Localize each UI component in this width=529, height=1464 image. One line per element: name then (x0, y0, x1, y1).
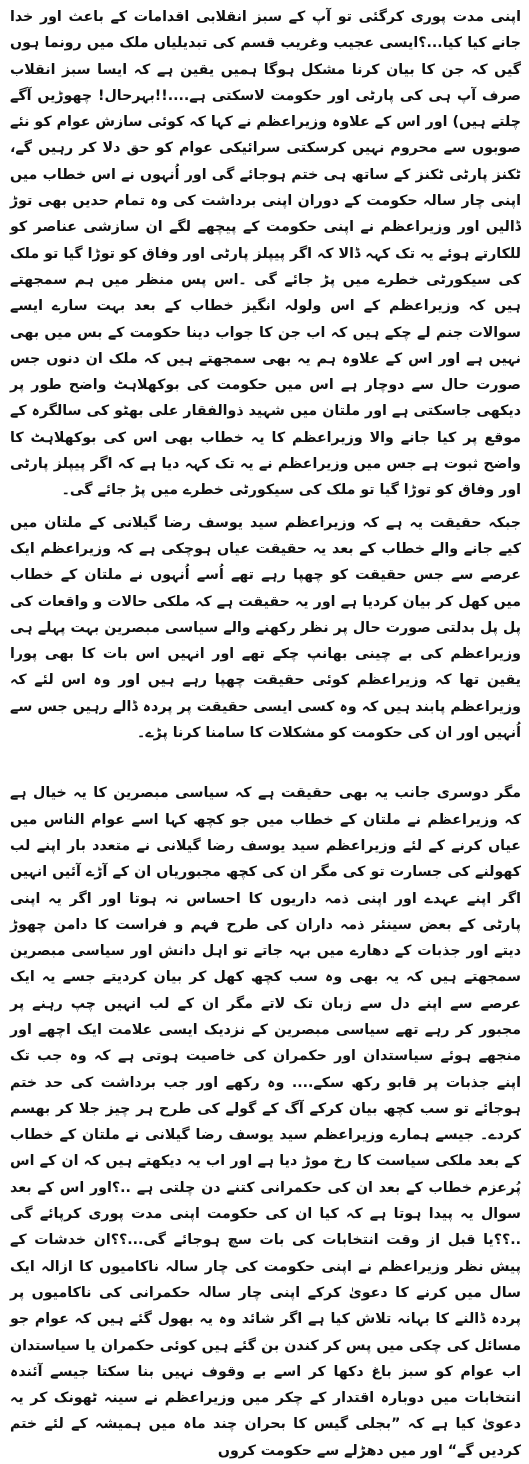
paragraph-spacer (10, 746, 521, 780)
article-paragraph-2: جبکہ حقیقت یہ ہے کہ وزیراعظم سید یوسف رضا گیلانی کے ملتان میں کیے جانے والے خطاب کے بعد یہ حقیقت عیاں ہوچکی ہے کہ وزیراعظم ایک عرصے سے جس حقیقت کو چھپا رہے تھے اُسے اُنہوں نے ملتان کے خطاب میں کھل کر بیان کردیا ہے اور یہ حقیقت ہے کہ ملکی حالات و واقعات کی پل پل بدلتی صورت حال پر نظر رکھنے والے سیاسی مبصرین بہت پہلے ہی وزیراعظم کی بے چینی بھانپ چکے تھے اور انہیں اس بات کا بھی پورا یقین تھا کہ وزیراعظم کوئی حقیقت چھپا رہے ہیں اور وہ اس لئے کہ وزیراعظم پابند ہیں کہ وہ کسی ایسی حقیقت پر پردہ ڈالے رہیں جس سے اُنہیں اور ان کی حکومت کو مشکلات کا سامنا کرنا پڑے۔ (10, 514, 521, 742)
article-paragraph-1: اپنی مدت پوری کرگئی تو آپ کے سبز انقلابی اقدامات کے باعث اور خدا جانے کیا کیا...؟ایسی عجیب وغریب قسم کی تبدیلیاں ملک میں رونما ہوں گیں کہ جن کا بیان کرنا مشکل ہوگا ہمیں یقین ہے کہ ایسا سبز انقلاب صرف آپ ہی کی پارٹی اور حکومت لاسکتی ہے....!!بہرحال! چھوڑیں آگے چلتے ہیں) اور اس کے علاوہ وزیراعظم نے کہا کہ کوئی سازش عوام کو نئے صوبوں سے محروم نہیں کرسکتی سرائیکی عوام کو حق دلا کر رہیں گے، ٹکنز پارٹی ٹکنز کے ساتھ ہی ختم ہوجائے گی اور اُنہوں نے اس خطاب میں اپنی چار سالہ حکومت کے دوران اپنی برداشت کی وہ تمام حدیں بھی توڑ ڈالیں اور وزیراعظم نے اپنی حکومت کے پیچھے لگے ان سازشی عناصر کو للکارتے ہوئے یہ تک کہہ ڈالا کہ اگر پیپلز پارٹی اور وفاق کو توڑا گیا تو ملک کی سیکورٹی خطرے میں پڑ جائے گی ۔اس پس منظر میں ہم سمجھتے ہیں کہ وزیراعظم کے اس ولولہ انگیز خطاب کے بعد بہت سارے ایسے سوالات جنم لے چکے ہیں کہ اب جن کا جواب دینا حکومت کے بس میں بھی نہیں ہے اور اس کے علاوہ ہم یہ بھی سمجھتے ہیں کہ ملک ان دنوں جس صورت حال سے دوچار ہے اس میں حکومت کی بوکھلاہٹ واضح طور پر دیکھی جاسکتی ہے اور ملتان میں شہید ذوالفقار علی بھٹو کی سالگرہ کے موقع پر کیا جانے والا وزیراعظم کا یہ خطاب بھی اس کی بوکھلاہٹ کا واضح ثبوت ہے جس میں وزیراعظم نے یہ تک کہہ دیا ہے کہ اگر پیپلز پارٹی اور وفاق کو توڑا گیا تو ملک کی سیکورٹی خطرے میں پڑ جائے گی۔ (10, 9, 521, 499)
article-paragraph-3: مگر دوسری جانب یہ بھی حقیقت ہے کہ سیاسی مبصرین کا یہ خیال ہے کہ وزیراعظم نے ملتان کے خطاب میں جو کچھ کہا اسے عوام الناس میں عیاں کرنے کے لئے وزیراعظم سید یوسف رضا گیلانی نے متعدد بار اپنے لب کھولنے کی جسارت تو کی مگر ان کی کچھ مجبوریاں ان کے آڑے آئیں انہیں اگر اپنے عہدے اور اپنی ذمہ داریوں کا احساس نہ ہوتا اور اگر یہ اپنی پارٹی کے بعض سینئر ذمہ داران کی طرح فہم و فراست کا دامن چھوڑ دیتے اور جذبات کے دھارے میں بہہ جاتے تو اہل دانش اور سیاسی مبصرین سمجھتے ہیں کہ یہ بھی وہ سب کچھ کھل کر بیان کردیتے جسے یہ ایک عرصے سے اپنے دل سے زبان تک لاتے مگر ان کے لب انہیں چپ رہنے پر مجبور کر رہے تھے سیاسی مبصرین کے نزدیک ایسی علامت ایک اچھے اور منجھے ہوئے سیاستدان اور حکمران کی خاصیت ہوتی ہے کہ وہ جب تک اپنے جذبات پر قابو رکھ سکے.... وہ رکھے اور جب برداشت کی حد ختم ہوجائے تو سب کچھ بیان کرکے آگ کے گولے کی طرح ہر چیز جلا کر بھسم کردے۔ جیسے ہمارے وزیراعظم سید یوسف رضا گیلانی نے ملتان کے خطاب کے بعد ملکی سیاست کا رخ موڑ دیا ہے اور اب یہ دیکھتے ہیں کہ ان کے اس پُرعزم خطاب کے بعد ان کی حکمرانی کتنے دن چلتی ہے ..؟اور اس کے بعد سوال یہ پیدا ہوتا ہے کہ کیا ان کی حکومت اپنی مدت پوری کرپائے گی ..؟؟یا قبل از وقت انتخابات کی بات سچ ہوجائے گی...؟؟ان خدشات کے پیش نظر وزیراعظم نے اپنی حکومت کی چار سالہ ناکامیوں کا ازالہ ایک سال میں کرنے کا دعویٰ کرکے اپنی چار سالہ حکمرانی کی ناکامیوں پر پردہ ڈالنے کا بہانہ تلاش کیا ہے اگر شائد وہ یہ بھول گئے ہیں کہ عوام جو مسائل کی چکی میں پس کر کندن بن گئے ہیں کوئی حکمران یا سیاستدان اب عوام کو سبز باغ دکھا کر اسے بے وقوف نہیں بنا سکتا جیسے آئندہ انتخابات میں دوبارہ اقتدار کے چکر میں وزیراعظم نے سینہ ٹھونک کر یہ دعویٰ کیا ہے کہ ”بجلی گیس کا بحران چند ماہ میں ہمیشہ کے لئے ختم کردیں گے“ اور میں دھڑلے سے حکومت کروں (10, 785, 521, 1459)
